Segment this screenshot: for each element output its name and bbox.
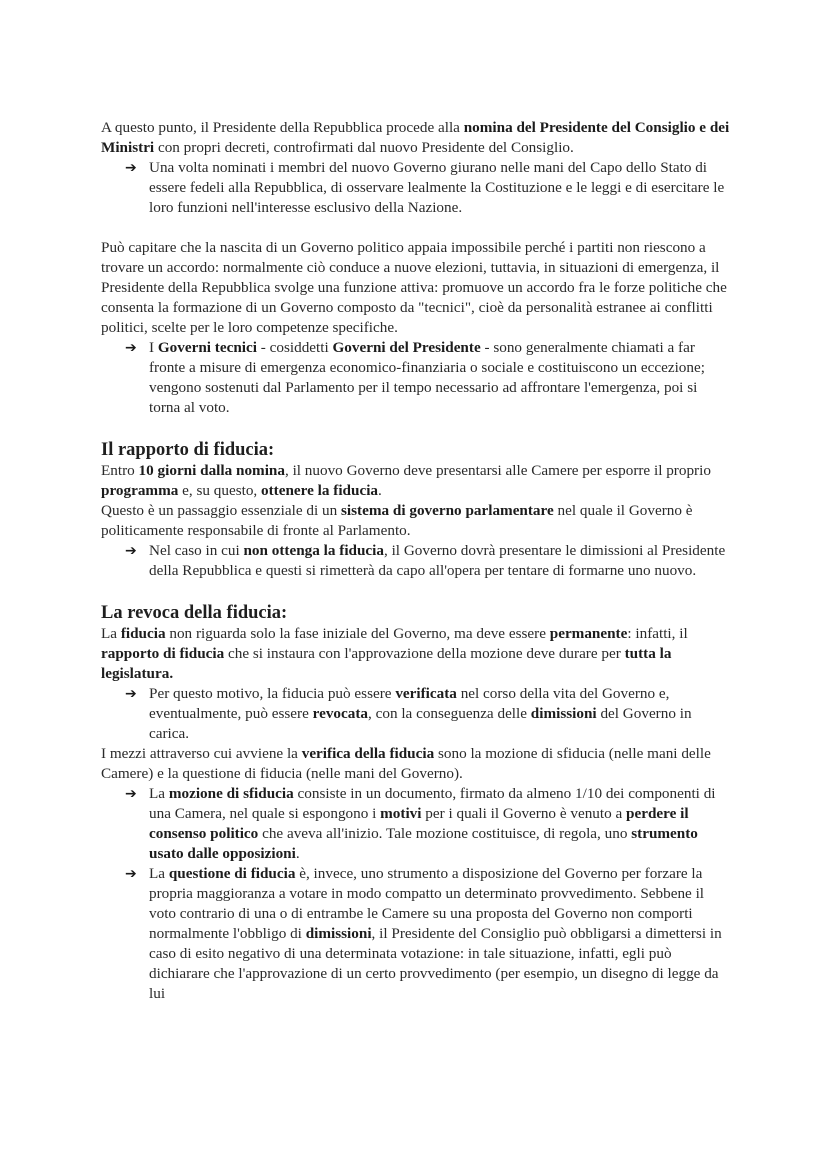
paragraph-mezzi-verifica: I mezzi attraverso cui avviene la verifica della fiducia sono la mozione di sfiducia (nelle mani delle Camere) e la questione di fiducia (nelle mani del Governo). <box>101 745 711 782</box>
arrow-bullet-icon: ➔ <box>125 686 137 702</box>
paragraph-fiducia-permanente: La fiducia non riguarda solo la fase iniziale del Governo, ma deve essere permanente: infatti, il rapporto di fiducia che si instaura con l'approvazione della mozione deve durare per tutta la legislatura. <box>101 625 688 682</box>
heading-rapporto-fiducia: Il rapporto di fiducia: <box>101 440 275 460</box>
bullet-giuramento: ➔ Una volta nominati i membri del nuovo Governo giurano nelle mani del Capo dello Stato di essere fedeli alla Repubblica, di osservare lealmente la Costituzione e le leggi e di esercitare le loro funzioni nell'interesse esclusivo della Nazione. <box>125 159 725 216</box>
bullet-non-ottenga-fiducia: ➔ Nel caso in cui non ottenga la fiducia, il Governo dovrà presentare le dimissioni al Presidente della Repubblica e questi si rimetterà da capo all'opera per tentare di formarne uno nuovo. <box>125 542 726 579</box>
arrow-bullet-icon: ➔ <box>125 160 137 176</box>
bullet-fiducia-verificata: ➔ Per questo motivo, la fiducia può essere verificata nel corso della vita del Governo e, eventualmente, può essere revocata, con la conseguenza delle dimissioni del Governo in carica. <box>125 685 692 742</box>
arrow-bullet-icon: ➔ <box>125 543 137 559</box>
bullet-mozione-sfiducia: ➔ La mozione di sfiducia consiste in un documento, firmato da almeno 1/10 dei componenti di una Camera, nel quale si espongono i motivi per i quali il Governo è venuto a perdere il consenso politico che aveva all'inizio. Tale mozione costituisce, di regola, uno strumento usato dalle opposizioni. <box>125 785 716 862</box>
arrow-bullet-icon: ➔ <box>125 786 137 802</box>
bullet-questione-fiducia: ➔ La questione di fiducia è, invece, uno strumento a disposizione del Governo per forzare la propria maggioranza a votare in modo compatto un determinato provvedimento. Sebbene il voto contrario di una o di entrambe le Camere su una proposta del Governo non comporti normalmente l'obbligo di dimissioni, il Presidente del Consiglio può obbligarsi a dimettersi in caso di esito negativo di una determinata votazione: in tale situazione, infatti, egli può dichiarare che l'approvazione di un certo provvedimento (per esempio, un disegno di legge da lui <box>125 865 722 1002</box>
heading-revoca-fiducia: La revoca della fiducia: <box>101 603 288 623</box>
arrow-bullet-icon: ➔ <box>125 866 137 882</box>
paragraph-nomina: A questo punto, il Presidente della Repubblica procede alla nomina del Presidente del Consiglio e dei Ministri con propri decreti, controfirmati dal nuovo Presidente del Consiglio. <box>101 119 730 156</box>
arrow-bullet-icon: ➔ <box>125 340 137 356</box>
bullet-governi-tecnici: ➔ I Governi tecnici - cosiddetti Governi del Presidente - sono generalmente chiamati a far fronte a misure di emergenza economico-finanziaria o sociale e costituiscono un eccezione; vengono sostenuti dal Parlamento per il tempo necessario ad affrontare l'emergenza, poi si torna al voto. <box>125 339 705 416</box>
paragraph-sistema-parlamentare: Questo è un passaggio essenziale di un sistema di governo parlamentare nel quale il Governo è politicamente responsabile di fronte al Parlamento. <box>101 502 693 539</box>
paragraph-entro-10-giorni: Entro 10 giorni dalla nomina, il nuovo Governo deve presentarsi alle Camere per esporre il proprio programma e, su questo, ottenere la fiducia. <box>101 462 711 499</box>
paragraph-governo-tecnico: Può capitare che la nascita di un Governo politico appaia impossibile perché i partiti non riescono a trovare un accordo: normalmente ciò conduce a nuove elezioni, tuttavia, in situazioni di emergenza, il Presidente della Repubblica svolge una funzione attiva: promuove un accordo fra le forze politiche che consenta la formazione di un Governo composto da "tecnici", cioè da personalità estranee ai conflitti politici, scelte per le loro competenze specifiche. <box>101 239 727 336</box>
